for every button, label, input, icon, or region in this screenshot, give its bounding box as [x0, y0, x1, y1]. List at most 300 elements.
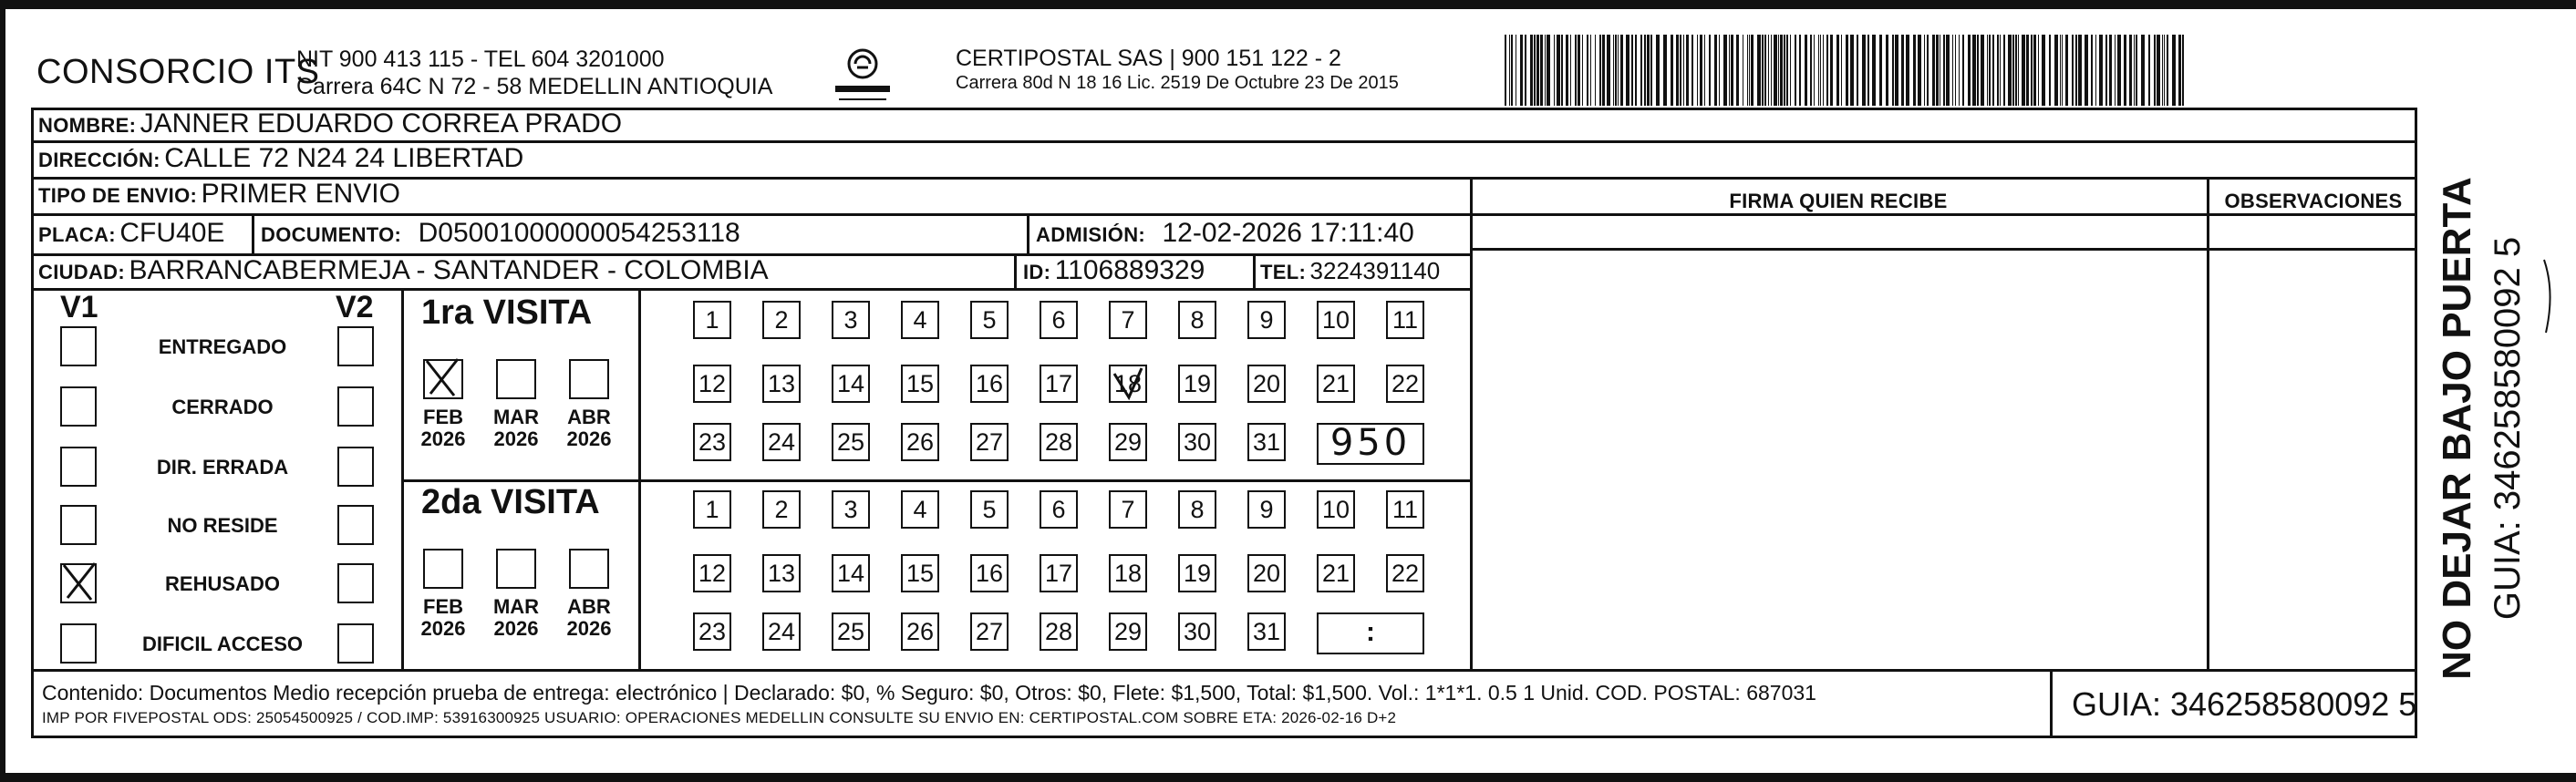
- documento-cell: [261, 218, 740, 249]
- barcode-bar: [1547, 35, 1550, 106]
- barcode-bar: [2022, 35, 2025, 106]
- v1-checkbox-5[interactable]: [60, 623, 97, 664]
- visit1-day-21[interactable]: 21: [1317, 365, 1355, 403]
- barcode-bar: [2015, 35, 2017, 106]
- barcode-bar: [2085, 35, 2088, 106]
- side-panel: [2426, 118, 2562, 738]
- visit1-day-29[interactable]: 29: [1109, 423, 1147, 461]
- v1-checkbox-0[interactable]: [60, 326, 97, 366]
- visit-divider: [401, 479, 1473, 482]
- barcode-bar: [2049, 35, 2051, 106]
- admision-cell: [1036, 218, 1414, 249]
- barcode-bar: [1757, 35, 1761, 106]
- admision-value: 12-02-2026 17:11:40: [1162, 218, 1414, 248]
- column-header-divider: [1470, 248, 2417, 251]
- visit1-day-5[interactable]: 5: [970, 301, 1009, 339]
- v2-checkbox-3[interactable]: [337, 505, 374, 545]
- barcode-bar: [2075, 35, 2077, 106]
- visit1-time-field[interactable]: 950: [1317, 423, 1424, 465]
- barcode-bar: [1561, 35, 1563, 106]
- visit2-day-2[interactable]: 2: [762, 490, 801, 529]
- visit1-month-label-1: [489, 406, 543, 450]
- barcode-bar: [1700, 35, 1702, 106]
- barcode-bar: [2167, 35, 2168, 106]
- barcode-bar: [1987, 35, 1988, 106]
- visit2-day-15[interactable]: 15: [901, 554, 939, 592]
- barcode-bar: [1872, 35, 1876, 106]
- barcode-bar: [1784, 35, 1785, 106]
- status-label-0: ENTREGADO: [158, 335, 287, 358]
- footer-print-info: IMP POR FIVEPOSTAL ODS: 25054500925 / COD.IMP: 53916300925 USUARIO: OPERACIONES MEDELLIN CONSULTE SU ENVIO EN: CERTIPOSTAL.COM SOBRE ETA: 2026-02-16 D+2: [42, 709, 1397, 726]
- barcode-bar: [1778, 35, 1779, 106]
- visit2-day-5[interactable]: 5: [970, 490, 1009, 529]
- visit1-day-2[interactable]: 2: [762, 301, 801, 339]
- month-year: 2026: [420, 617, 466, 640]
- barcode-bar: [1671, 35, 1673, 106]
- visit1-day-27[interactable]: 27: [970, 423, 1009, 461]
- barcode-bar: [1650, 35, 1652, 106]
- barcode-bar: [1814, 35, 1815, 106]
- visit2-day-13[interactable]: 13: [762, 554, 801, 592]
- visit1-day-30[interactable]: 30: [1178, 423, 1216, 461]
- visit1-month-box-2[interactable]: [569, 359, 609, 399]
- v2-checkbox-5[interactable]: [337, 623, 374, 664]
- barcode-bar: [2157, 35, 2160, 106]
- visit1-day-22[interactable]: 22: [1386, 365, 1424, 403]
- barcode-bar: [2054, 35, 2058, 106]
- visit1-day-23[interactable]: 23: [693, 423, 731, 461]
- visit2-day-31[interactable]: 31: [1247, 612, 1286, 651]
- month-name: MAR: [492, 406, 540, 428]
- barcode-bar: [1997, 35, 1999, 106]
- certipostal-logo: [830, 40, 895, 106]
- barcode-bar: [1709, 35, 1711, 106]
- barcode-bar: [2091, 35, 2093, 106]
- observaciones-header: OBSERVACIONES: [2224, 190, 2403, 212]
- barcode-bar: [1826, 35, 1828, 106]
- barcode-bar: [1862, 35, 1866, 106]
- barcode: [1505, 35, 2188, 106]
- barcode-bar: [1615, 35, 1617, 106]
- visit1-day-13[interactable]: 13: [762, 365, 801, 403]
- visit2-month-box-1[interactable]: [496, 549, 536, 589]
- v1-checkbox-2[interactable]: [60, 447, 97, 487]
- company-name: CONSORCIO ITS: [36, 53, 320, 91]
- barcode-bar: [1936, 35, 1939, 106]
- visit2-day-29[interactable]: 29: [1109, 612, 1147, 651]
- barcode-bar: [1747, 35, 1748, 106]
- barcode-bar: [1955, 35, 1956, 106]
- visit2-day-12[interactable]: 12: [693, 554, 731, 592]
- visit1-day-10[interactable]: 10: [1317, 301, 1355, 339]
- barcode-bar: [2062, 35, 2063, 106]
- placa-divider: [252, 213, 254, 253]
- barcode-bar: [2026, 35, 2029, 106]
- barcode-bar: [1771, 35, 1772, 106]
- v1-header: V1: [60, 290, 98, 324]
- visit2-day-30[interactable]: 30: [1178, 612, 1216, 651]
- footer-content: Contenido: Documentos Medio recepción prueba de entrega: electrónico | Declarado: $0, % Seguro: $0, Otros: $0, Flete: $1,500, Total: $1,500. Vol.: 1*1*1. 0.5 1 Unid. COD. POSTAL: 687031: [42, 681, 1816, 705]
- status-label-3: NO RESIDE: [167, 514, 278, 537]
- barcode-bar: [1906, 35, 1909, 106]
- barcode-bar: [2099, 35, 2103, 106]
- visit2-day-21[interactable]: 21: [1317, 554, 1355, 592]
- visit2-day-8[interactable]: 8: [1178, 490, 1216, 529]
- company-address: Carrera 64C N 72 - 58 MEDELLIN ANTIOQUIA: [296, 74, 773, 99]
- admision-label: ADMISIÓN:: [1036, 223, 1146, 246]
- month-year: 2026: [566, 427, 612, 450]
- month-year: 2026: [493, 617, 539, 640]
- status-label-5: DIFICIL ACCESO: [141, 633, 303, 655]
- v1-checkbox-1[interactable]: [60, 386, 97, 427]
- barcode-bar: [1704, 35, 1705, 106]
- barcode-bar: [1731, 35, 1733, 106]
- barcode-bar: [1599, 35, 1601, 106]
- barcode-bar: [1582, 35, 1583, 106]
- visit2-day-14[interactable]: 14: [832, 554, 870, 592]
- barcode-bar: [1511, 35, 1513, 106]
- visit1-day-16[interactable]: 16: [970, 365, 1009, 403]
- visit2-month-box-0[interactable]: [423, 549, 463, 589]
- row-divider: [31, 288, 1472, 291]
- day-check-mark-icon: [1109, 365, 1147, 403]
- visit2-day-11[interactable]: 11: [1386, 490, 1424, 529]
- visit2-title: 2da VISITA: [421, 483, 600, 521]
- barcode-bar: [1818, 35, 1819, 106]
- tel-label: TEL:: [1260, 261, 1307, 283]
- barcode-bar: [2065, 35, 2068, 106]
- month-year: 2026: [566, 617, 612, 640]
- side-guia: GUIA: 346258580092 5: [2488, 236, 2528, 621]
- barcode-bar: [2060, 35, 2061, 106]
- row-divider: [31, 213, 1472, 216]
- top-border: [0, 0, 2576, 9]
- visit1-day-4[interactable]: 4: [901, 301, 939, 339]
- edge-mark: [2535, 255, 2562, 337]
- v2-checkbox-0[interactable]: [337, 326, 374, 366]
- visit2-day-16[interactable]: 16: [970, 554, 1009, 592]
- visit2-day-1[interactable]: 1: [693, 490, 731, 529]
- visit1-day-17[interactable]: 17: [1040, 365, 1078, 403]
- barcode-bar: [1977, 35, 1979, 106]
- barcode-bar: [1867, 35, 1869, 106]
- barcode-bar: [1509, 35, 1510, 106]
- barcode-bar: [2072, 35, 2074, 106]
- id-divider: [1014, 253, 1017, 288]
- barcode-bar: [1525, 35, 1526, 106]
- barcode-bar: [2182, 35, 2184, 106]
- barcode-bar: [1647, 35, 1650, 106]
- visit1-day-1[interactable]: 1: [693, 301, 731, 339]
- firma-header: FIRMA QUIEN RECIBE: [1729, 190, 1948, 212]
- visit2-day-26[interactable]: 26: [901, 612, 939, 651]
- nombre-row: [38, 108, 622, 139]
- barcode-bar: [1683, 35, 1684, 106]
- barcode-bar: [1575, 35, 1577, 106]
- barcode-bar: [1626, 35, 1629, 106]
- v2-checkbox-1[interactable]: [337, 386, 374, 427]
- barcode-bar: [1886, 35, 1888, 106]
- barcode-bar: [1768, 35, 1769, 106]
- company-info: [296, 46, 772, 100]
- v2-header: V2: [336, 290, 374, 324]
- barcode-bar: [1762, 35, 1764, 106]
- barcode-bar: [1841, 35, 1842, 106]
- visit1-day-19[interactable]: 19: [1178, 365, 1216, 403]
- barcode-bar: [1620, 35, 1623, 106]
- barcode-bar: [1972, 35, 1976, 106]
- barcode-bar: [1723, 35, 1727, 106]
- tipo-envio-value: PRIMER ENVIO: [201, 179, 400, 209]
- visit1-day-6[interactable]: 6: [1040, 301, 1078, 339]
- visit1-title: 1ra VISITA: [421, 293, 593, 332]
- barcode-bar: [1952, 35, 1953, 106]
- visit2-month-label-2: [562, 596, 616, 640]
- visit1-day-31[interactable]: 31: [1247, 423, 1286, 461]
- v1-checkbox-3[interactable]: [60, 505, 97, 545]
- barcode-bar: [1820, 35, 1821, 106]
- barcode-bar: [1631, 35, 1633, 106]
- v2-checkbox-4[interactable]: [337, 563, 374, 603]
- carrier-address: Carrera 80d N 18 16 Lic. 2519 De Octubre 23 De 2015: [956, 73, 1399, 93]
- visit2-day-6[interactable]: 6: [1040, 490, 1078, 529]
- barcode-bar: [2141, 35, 2145, 106]
- barcode-bar: [1590, 35, 1591, 106]
- visit1-month-box-0[interactable]: [423, 359, 463, 399]
- barcode-bar: [2154, 35, 2156, 106]
- left-border: [0, 0, 5, 782]
- status-label-1: CERRADO: [171, 396, 274, 418]
- barcode-bar: [1656, 35, 1660, 106]
- ciudad-value: BARRANCABERMEJA - SANTANDER - COLOMBIA: [129, 255, 769, 285]
- barcode-bar: [1850, 35, 1854, 106]
- status-divider: [401, 288, 404, 669]
- status-label-2: DIR. ERRADA: [156, 456, 289, 478]
- barcode-bar: [1943, 35, 1945, 106]
- barcode-bar: [2129, 35, 2132, 106]
- barcode-bar: [1989, 35, 1991, 106]
- barcode-bar: [1901, 35, 1904, 106]
- visit2-day-7[interactable]: 7: [1109, 490, 1147, 529]
- visit1-day-7[interactable]: 7: [1109, 301, 1147, 339]
- documento-value: D05001000000054253118: [418, 218, 740, 248]
- barcode-bar: [1570, 35, 1571, 106]
- barcode-bar: [1764, 35, 1766, 106]
- ciudad-cell: [38, 255, 769, 286]
- bottom-border: [0, 773, 2576, 782]
- visit2-month-label-1: [489, 596, 543, 640]
- barcode-bar: [1557, 35, 1560, 106]
- barcode-bar: [1680, 35, 1681, 106]
- barcode-bar: [1530, 35, 1533, 106]
- documento-label: DOCUMENTO:: [261, 223, 402, 246]
- month-year: 2026: [420, 427, 466, 450]
- barcode-bar: [1554, 35, 1555, 106]
- admision-divider: [1027, 213, 1029, 253]
- ciudad-label: CIUDAD:: [38, 261, 125, 283]
- visit2-day-23[interactable]: 23: [693, 612, 731, 651]
- tipo-envio-row: [38, 179, 400, 210]
- barcode-bar: [2105, 35, 2107, 106]
- barcode-bar: [1663, 35, 1667, 106]
- placa-label: PLACA:: [38, 223, 116, 246]
- footer-divider: [31, 669, 2417, 672]
- barcode-bar: [1846, 35, 1848, 106]
- barcode-bar: [1536, 35, 1539, 106]
- barcode-bar: [1613, 35, 1614, 106]
- visit1-month-box-1[interactable]: [496, 359, 536, 399]
- tel-divider: [1253, 253, 1256, 288]
- barcode-bar: [2162, 35, 2163, 106]
- barcode-bar: [1962, 35, 1964, 106]
- barcode-bar: [2003, 35, 2005, 106]
- barcode-bar: [1927, 35, 1929, 106]
- v2-checkbox-2[interactable]: [337, 447, 374, 487]
- barcode-bar: [1587, 35, 1588, 106]
- barcode-bar: [1607, 35, 1610, 106]
- direccion-label: DIRECCIÓN:: [38, 149, 160, 171]
- visit1-day-24[interactable]: 24: [762, 423, 801, 461]
- signature-area[interactable]: [1473, 252, 2206, 669]
- barcode-bar: [1895, 35, 1898, 106]
- barcode-bar: [1892, 35, 1894, 106]
- barcode-bar: [2038, 35, 2039, 106]
- visit2-time-field[interactable]: :: [1317, 612, 1424, 654]
- placa-value: CFU40E: [119, 218, 225, 248]
- barcode-bar: [1795, 35, 1796, 106]
- barcode-bar: [1810, 35, 1812, 106]
- visit2-day-17[interactable]: 17: [1040, 554, 1078, 592]
- month-name: ABR: [567, 406, 611, 428]
- barcode-bar: [1635, 35, 1637, 106]
- barcode-bar: [1545, 35, 1546, 106]
- visit2-day-10[interactable]: 10: [1317, 490, 1355, 529]
- barcode-bar: [1924, 35, 1925, 106]
- visit1-day-11[interactable]: 11: [1386, 301, 1424, 339]
- visit2-day-24[interactable]: 24: [762, 612, 801, 651]
- footer-guia: GUIA: 346258580092 5: [2072, 685, 2417, 723]
- visit2-day-25[interactable]: 25: [832, 612, 870, 651]
- observations-area[interactable]: [2209, 252, 2416, 669]
- barcode-bar: [2095, 35, 2096, 106]
- do-not-leave-warning: NO DEJAR BAJO PUERTA: [2435, 177, 2479, 680]
- visit1-month-label-2: [562, 406, 616, 450]
- barcode-bar: [1505, 35, 1506, 106]
- visit2-day-4[interactable]: 4: [901, 490, 939, 529]
- barcode-bar: [1676, 35, 1679, 106]
- tipo-envio-label: TIPO DE ENVIO:: [38, 184, 198, 207]
- visit2-day-28[interactable]: 28: [1040, 612, 1078, 651]
- barcode-bar: [1714, 35, 1717, 106]
- barcode-bar: [1790, 35, 1791, 106]
- barcode-bar: [1799, 35, 1801, 106]
- barcode-bar: [1534, 35, 1536, 106]
- barcode-bar: [1719, 35, 1720, 106]
- visit2-day-9[interactable]: 9: [1247, 490, 1286, 529]
- barcode-bar: [2178, 35, 2181, 106]
- barcode-bar: [1736, 35, 1739, 106]
- tel-cell: [1260, 257, 1440, 285]
- barcode-bar: [1602, 35, 1605, 106]
- month-name: MAR: [492, 595, 540, 618]
- barcode-bar: [2033, 35, 2036, 106]
- barcode-bar: [1578, 35, 1580, 106]
- visit1-day-14[interactable]: 14: [832, 365, 870, 403]
- barcode-bar: [2124, 35, 2126, 106]
- id-value: 1106889329: [1054, 255, 1205, 285]
- id-label: ID:: [1023, 261, 1051, 283]
- barcode-bar: [1751, 35, 1754, 106]
- visit1-day-3[interactable]: 3: [832, 301, 870, 339]
- visit2-month-box-2[interactable]: [569, 549, 609, 589]
- barcode-bar: [1805, 35, 1807, 106]
- barcode-bar: [1595, 35, 1596, 106]
- barcode-bar: [2008, 35, 2012, 106]
- barcode-bar: [1946, 35, 1950, 106]
- visit2-day-18[interactable]: 18: [1109, 554, 1147, 592]
- barcode-bar: [1618, 35, 1619, 106]
- nombre-label: NOMBRE:: [38, 114, 137, 137]
- barcode-bar: [1780, 35, 1783, 106]
- barcode-bar: [1968, 35, 1971, 106]
- visit2-day-19[interactable]: 19: [1178, 554, 1216, 592]
- barcode-bar: [1981, 35, 1984, 106]
- barcode-bar: [2164, 35, 2165, 106]
- visit1-day-28[interactable]: 28: [1040, 423, 1078, 461]
- placa-cell: [38, 218, 224, 249]
- row-divider: [1470, 213, 2417, 216]
- barcode-bar: [1918, 35, 1921, 106]
- barcode-bar: [1520, 35, 1523, 106]
- footer-guia-divider: [2050, 669, 2053, 738]
- month-year: 2026: [493, 427, 539, 450]
- barcode-bar: [2136, 35, 2137, 106]
- visit2-month-label-0: [416, 596, 471, 640]
- barcode-bar: [1729, 35, 1730, 106]
- company-nit: NIT 900 413 115 - TEL 604 3201000: [296, 46, 665, 72]
- barcode-bar: [1992, 35, 1994, 106]
- visit1-day-25[interactable]: 25: [832, 423, 870, 461]
- months-divider: [638, 288, 641, 669]
- barcode-bar: [1774, 35, 1777, 106]
- visit2-day-27[interactable]: 27: [970, 612, 1009, 651]
- barcode-bar: [2115, 35, 2116, 106]
- barcode-bar: [1691, 35, 1693, 106]
- visit1-day-15[interactable]: 15: [901, 365, 939, 403]
- barcode-bar: [2042, 35, 2045, 106]
- visit1-month-label-0: [416, 406, 471, 450]
- visit1-day-20[interactable]: 20: [1247, 365, 1286, 403]
- visit1-day-9[interactable]: 9: [1247, 301, 1286, 339]
- visit1-day-12[interactable]: 12: [693, 365, 731, 403]
- visit2-day-20[interactable]: 20: [1247, 554, 1286, 592]
- visit1-day-18[interactable]: 18: [1109, 365, 1147, 403]
- carrier-name: CERTIPOSTAL SAS | 900 151 122 - 2: [956, 46, 1341, 71]
- barcode-bar: [1823, 35, 1824, 106]
- barcode-bar: [1566, 35, 1568, 106]
- barcode-bar: [2117, 35, 2121, 106]
- x-mark-icon: [423, 357, 460, 397]
- barcode-bar: [2031, 35, 2033, 106]
- status-label-4: REHUSADO: [165, 572, 280, 595]
- visit2-day-22[interactable]: 22: [1386, 554, 1424, 592]
- v1-checkbox-4[interactable]: [60, 563, 97, 603]
- barcode-bar: [1857, 35, 1858, 106]
- visit1-day-8[interactable]: 8: [1178, 301, 1216, 339]
- visit2-day-3[interactable]: 3: [832, 490, 870, 529]
- visit1-day-26[interactable]: 26: [901, 423, 939, 461]
- barcode-bar: [1697, 35, 1698, 106]
